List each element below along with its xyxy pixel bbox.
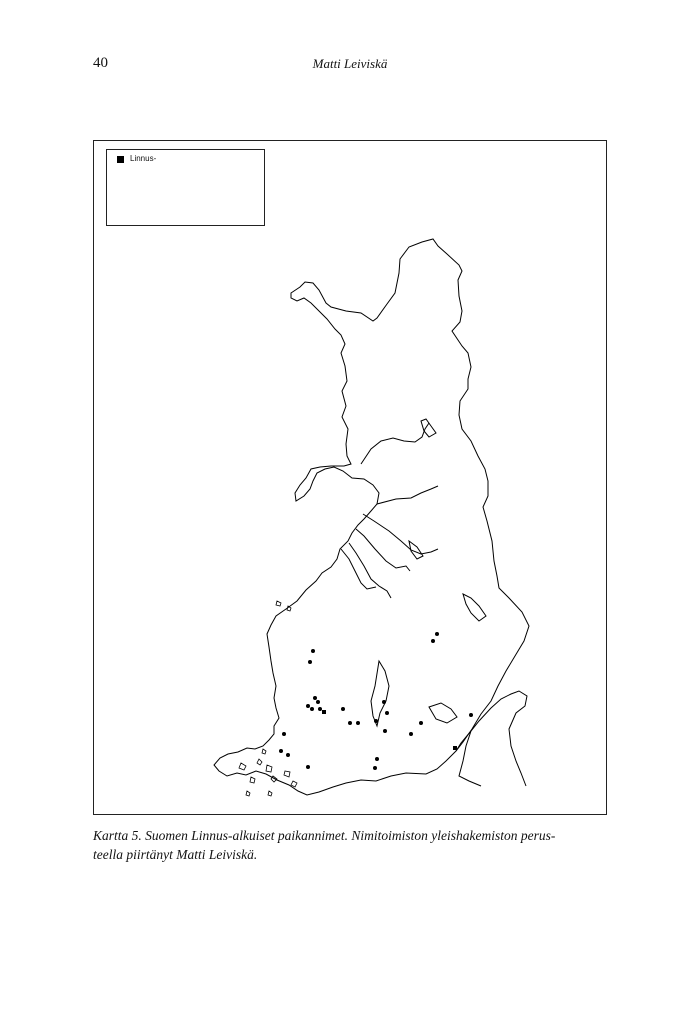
legend-box <box>106 149 265 226</box>
eastern-border <box>456 691 527 786</box>
map-frame <box>93 140 607 815</box>
finland-map <box>94 141 606 814</box>
legend-swatch <box>117 156 124 163</box>
map-caption <box>93 826 609 864</box>
page-number: 40 <box>93 55 108 71</box>
legend-label: Linnus- <box>130 154 157 163</box>
river-lines <box>341 423 438 598</box>
lake-shapes <box>371 419 486 726</box>
caption-line-1: Kartta 5. Suomen Linnus-alkuiset paikannimet. Nimitoimiston yleishakemiston perus- <box>93 828 556 843</box>
place-markers <box>279 632 473 770</box>
running-head: Matti Leiviskä <box>312 56 388 71</box>
archipelago <box>239 601 297 796</box>
caption-line-2: teella piirtänyt Matti Leiviskä. <box>93 847 258 862</box>
finland-outline <box>214 239 529 795</box>
